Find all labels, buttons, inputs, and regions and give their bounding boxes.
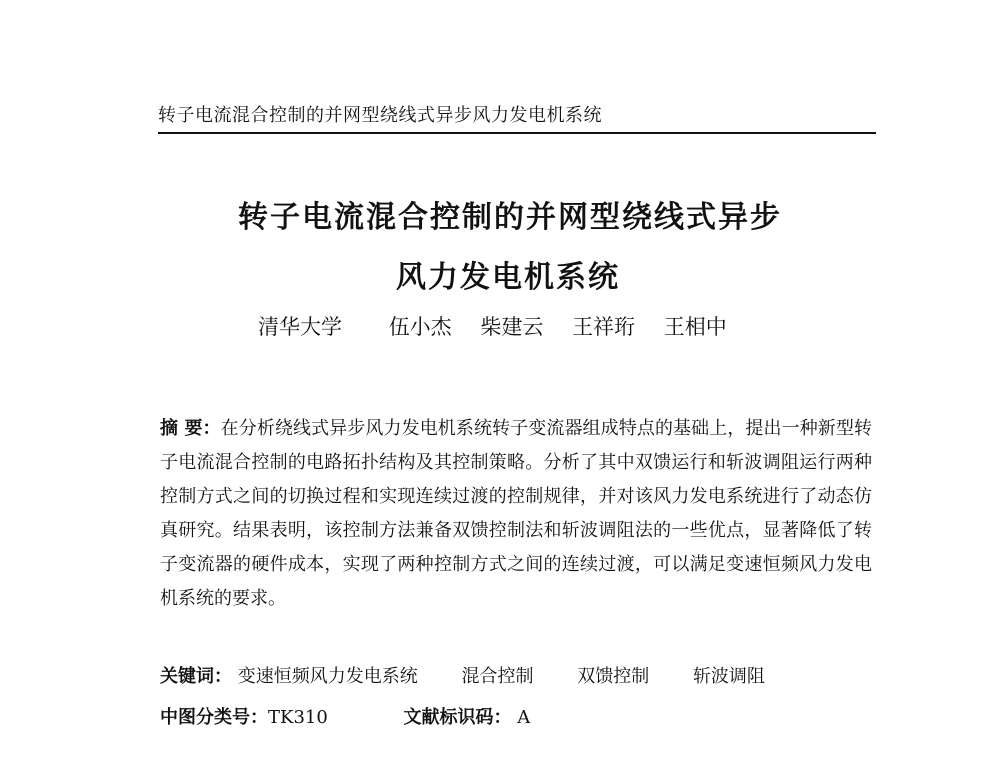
author-name: 王相中	[663, 315, 727, 339]
clc-label: 中图分类号：	[160, 707, 268, 728]
clc-value: TK310	[268, 707, 328, 728]
classification-line	[160, 704, 872, 732]
keywords-label: 关键词：	[160, 666, 232, 687]
author-line	[258, 312, 818, 342]
author-name: 柴建云	[480, 315, 544, 339]
affiliation: 清华大学	[258, 315, 342, 339]
keyword: 双馈控制	[577, 666, 650, 687]
abstract-text: 在分析绕线式异步风力发电机系统转子变流器组成特点的基础上，提出一种新型转子电流混合控制的电路拓扑结构及其控制策略。分析了其中双馈运行和斩波调阻运行两种控制方式之间的切换过程和实现连续过渡的控制规律，并对该风力发电系统进行了动态仿真研究。结果表明，该控制方法兼备双馈控制法和斩波调阻法的一些优点，显著降低了转子变流器的硬件成本，实现了两种控制方式之间的连续过渡，可以满足变速恒频风力发电机系统的要求。	[160, 418, 872, 609]
abstract	[160, 412, 872, 616]
doc-code-value: A	[517, 707, 531, 728]
doc-code-label: 文献标识码：	[403, 707, 512, 728]
keywords-line	[160, 663, 872, 691]
paper-title-line-2: 风力发电机系统	[396, 260, 620, 295]
author-name: 伍小杰	[388, 315, 452, 339]
abstract-label: 摘 要：	[160, 418, 221, 439]
keyword: 变速恒频风力发电系统	[237, 666, 418, 687]
author-name: 王祥珩	[572, 315, 636, 339]
paper-title-line-1: 转子电流混合控制的并网型绕线式异步	[238, 200, 782, 235]
running-header: 转子电流混合控制的并网型绕线式异步风力发电机系统	[158, 104, 876, 134]
keyword: 斩波调阻	[692, 666, 765, 687]
keyword: 混合控制	[461, 666, 534, 687]
